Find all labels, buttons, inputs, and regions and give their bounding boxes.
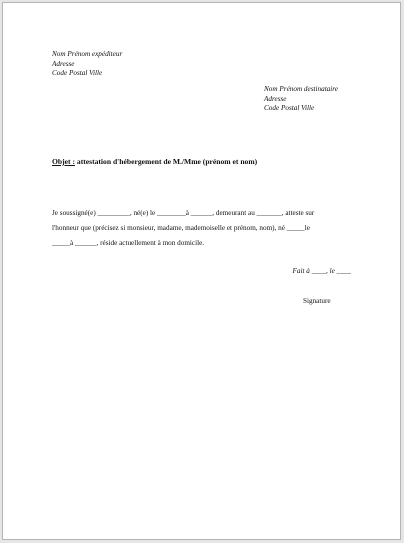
body-line-3: _____à ______, réside actuellement à mon domicile. [52, 239, 205, 247]
recipient-postal-city: Code Postal Ville [264, 104, 315, 112]
document-page [2, 2, 401, 540]
recipient-block [264, 85, 338, 114]
subject-text: attestation d'hébergement de M./Mme (prénom et nom) [75, 157, 258, 166]
sender-block [52, 50, 122, 79]
signature-label: Signature [303, 297, 331, 305]
sender-postal-city: Code Postal Ville [52, 69, 103, 77]
recipient-name: Nom Prénom destinataire [264, 85, 338, 93]
body-line-2: l'honneur que (précisez si monsieur, madame, mademoiselle et prénom, nom), né _____le [52, 224, 310, 232]
body-line-1: Je soussigné(e) _________, né(e) le ________à ______, demeurant au _______, atteste sur [52, 209, 315, 217]
body-paragraph [52, 206, 357, 251]
recipient-address: Adresse [264, 94, 287, 103]
subject-line [52, 157, 257, 166]
subject-label: Objet : [52, 157, 75, 166]
sender-address: Adresse [52, 59, 75, 68]
place-date: Fait à ____, le ____ [292, 267, 351, 275]
sender-name: Nom Prénom expéditeur [52, 50, 123, 58]
